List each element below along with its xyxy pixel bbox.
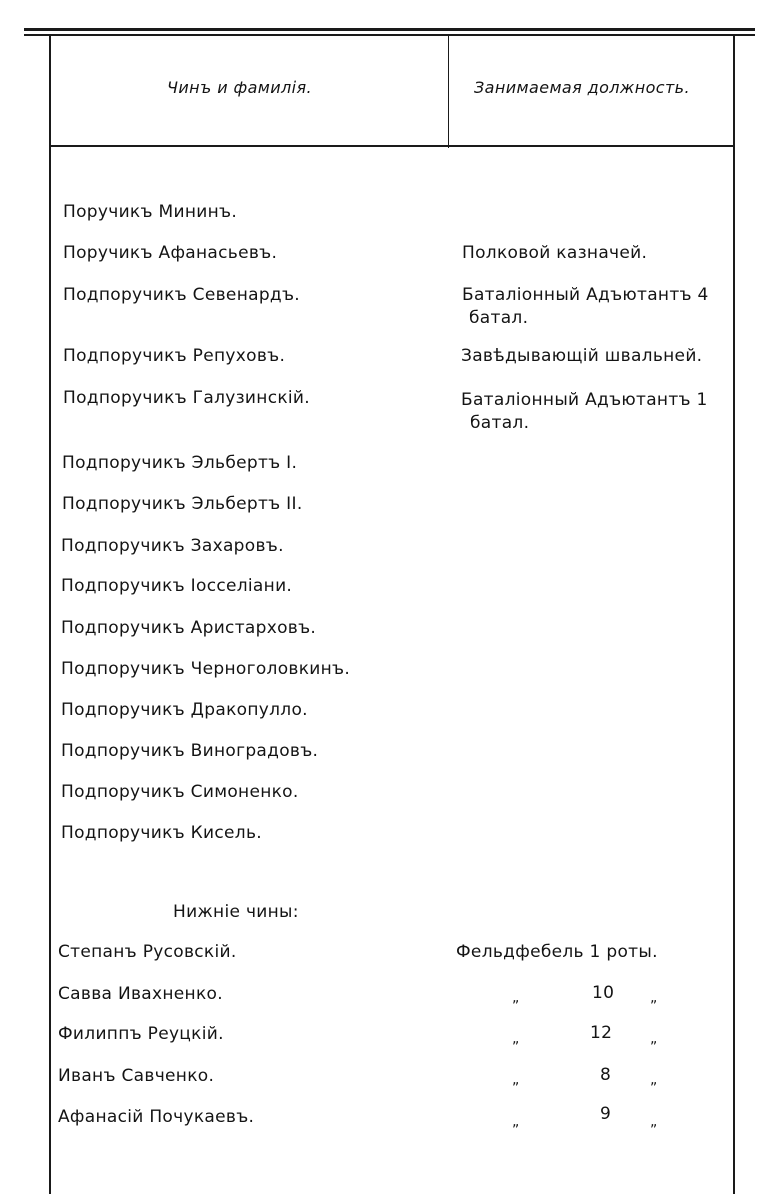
company-number: 9 <box>600 1104 612 1124</box>
header-name-column: Чинъ и фамилія. <box>167 78 313 97</box>
officer-name: Подпоручикъ Севенардъ. <box>63 285 300 305</box>
ditto-mark: „ <box>512 1072 520 1088</box>
officer-name: Подпоручикъ Эльбертъ II. <box>62 494 303 514</box>
left-border <box>49 36 51 1194</box>
header-bottom-rule <box>50 145 734 147</box>
ditto-mark: „ <box>650 1031 658 1047</box>
ditto-mark: „ <box>512 1031 520 1047</box>
officer-name: Подпоручикъ Симоненко. <box>61 782 299 802</box>
officer-position: Полковой казначей. <box>462 243 648 263</box>
lower-rank-name: Степанъ Русовскій. <box>58 942 237 962</box>
officer-name: Подпоручикъ Захаровъ. <box>61 536 284 556</box>
officer-name: Подпоручикъ Аристарховъ. <box>61 618 317 638</box>
top-double-rule-1 <box>24 28 755 31</box>
section-heading: Нижніе чины: <box>173 902 299 922</box>
lower-rank-name: Иванъ Савченко. <box>58 1066 215 1086</box>
ditto-mark: „ <box>650 1072 658 1088</box>
ditto-mark: „ <box>512 990 520 1006</box>
officer-name: Подпоручикъ Эльбертъ I. <box>62 453 298 473</box>
officer-position: Баталіонный Адъютантъ 4 <box>462 285 709 305</box>
officer-name: Подпоручикъ Виноградовъ. <box>61 741 319 761</box>
company-number: 10 <box>592 983 615 1003</box>
officer-name: Поручикъ Афанасьевъ. <box>63 243 278 263</box>
officer-position: Баталіонный Адъютантъ 1 <box>461 390 708 410</box>
company-number: 8 <box>600 1065 612 1085</box>
lower-rank-name: Савва Ивахненко. <box>58 984 223 1004</box>
officer-position-continued: батал. <box>469 308 529 328</box>
officer-name: Подпоручикъ Репуховъ. <box>63 346 286 366</box>
top-double-rule-2 <box>24 34 755 36</box>
officer-name: Подпоручикъ Іосселіани. <box>61 576 293 596</box>
officer-position: Завѣдывающій швальней. <box>461 346 703 366</box>
ditto-mark: „ <box>650 1114 658 1130</box>
officer-name: Подпоручикъ Черноголовкинъ. <box>61 659 351 679</box>
officer-name: Подпоручикъ Кисель. <box>61 823 262 843</box>
officer-position-continued: батал. <box>470 413 530 433</box>
ditto-mark: „ <box>650 990 658 1006</box>
lower-rank-name: Филиппъ Реуцкій. <box>58 1024 224 1044</box>
header-position-column: Занимаемая должность. <box>474 78 691 97</box>
lower-rank-position: Фельдфебель 1 роты. <box>456 942 658 962</box>
officer-name: Поручикъ Мининъ. <box>63 202 238 222</box>
officer-name: Подпоручикъ Дракопулло. <box>61 700 308 720</box>
lower-rank-name: Афанасій Почукаевъ. <box>58 1107 255 1127</box>
company-number: 12 <box>590 1023 613 1043</box>
right-border <box>733 36 735 1194</box>
officer-name: Подпоручикъ Галузинскій. <box>63 388 310 408</box>
ditto-mark: „ <box>512 1114 520 1130</box>
column-divider <box>448 36 449 148</box>
